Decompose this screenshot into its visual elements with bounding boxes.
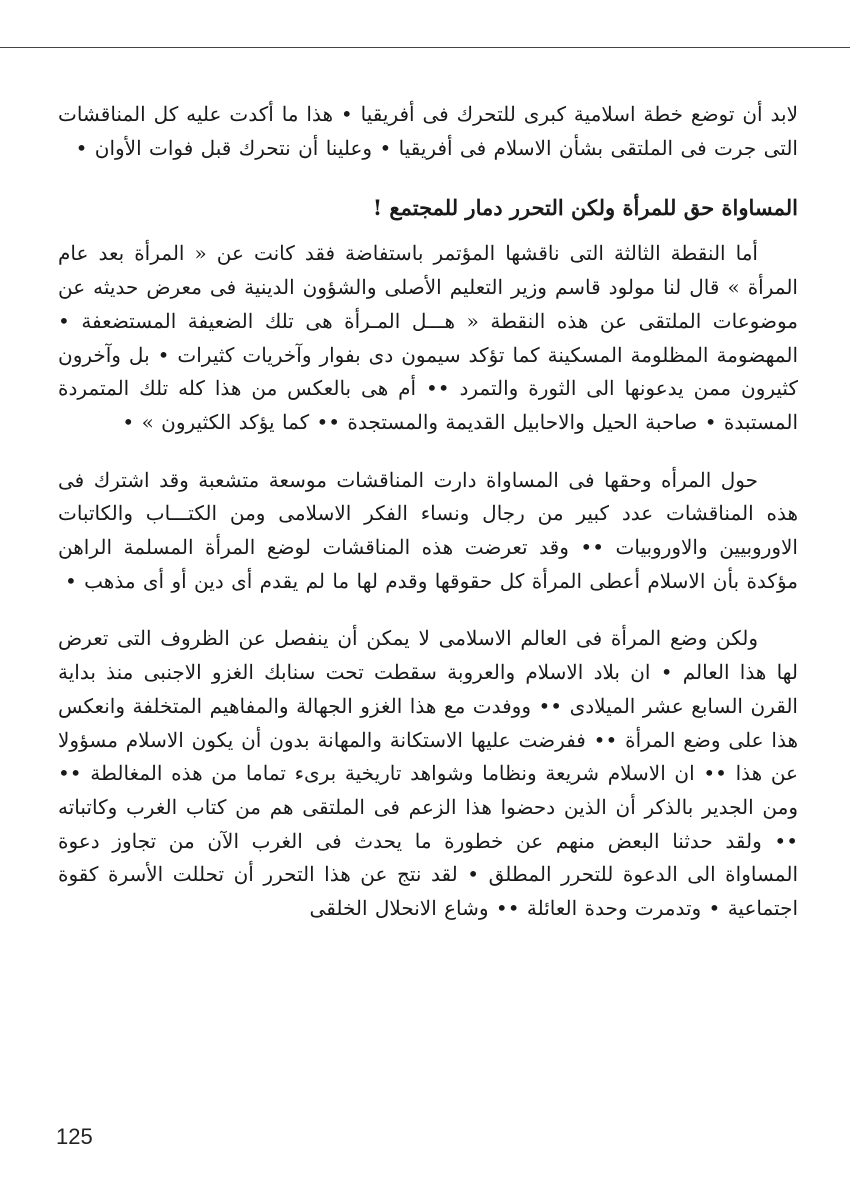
- body-paragraph-2: حول المرأه وحقها فى المساواة دارت المناقشات موسعة متشعبة وقد اشترك فى هذه المناقشات عدد كبير من رجال ونساء الفكر الاسلامى ومن الكتـــاب والكاتبات الاوروبيين والاوروبيات •• وقد تعرضت هذه المناقشات لوضع المرأة المسلمة الراهن مؤكدة بأن الاسلام أعطى المرأة كل حقوقها وقدم لها ما لم يقدم أى دين أو أى مذهب •: [58, 467, 798, 593]
- intro-paragraph: لابد أن توضع خطة اسلامية كبرى للتحرك فى أفريقيا • هذا ما أكدت عليه كل المناقشات التى جرت فى الملتقى بشأن الاسلام فى أفريقيا • وعلينا أن نتحرك قبل فوات الأوان •: [58, 102, 798, 160]
- section-heading: المساواة حق للمرأة ولكن التحرر دمار للمجتمع !: [372, 195, 798, 221]
- body-paragraph-3: ولكن وضع المرأة فى العالم الاسلامى لا يمكن أن ينفصل عن الظروف التى تعرض لها هذا العالم • ان بلاد الاسلام والعروبة سقطت تحت سنابك الغزو الاجنبى منذ بداية القرن السابع عشر الميلادى •• ووفدت مع هذا الغزو الجهالة والمفاهيم المتخلفة وانعكس هذا على وضع المرأة •• ففرضت عليها الاستكانة والمهانة بدون أن يكون الاسلام مسؤولا عن هذا •• ان الاسلام شريعة ونظاما وشواهد تاريخية برىء تماما من هذه المغالطة •• ومن الجدير بالذكر أن الذين دحضوا هذا الزعم فى الملتقى هم من كتاب الغرب وكاتباته •• ولقد حدثنا البعض منهم عن خطورة ما يحدث فى الغرب الآن من تجاوز دعوة المساواة الى الدعوة للتحرر المطلق • لقد نتج عن هذا التحرر أن تحللت الأسرة كقوة اجتماعية • وتدمرت وحدة العائلة •• وشاع الانحلال الخلقى: [58, 626, 798, 921]
- body-paragraph-1: أما النقطة الثالثة التى ناقشها المؤتمر باستفاضة فقد كانت عن « المرأة بعد عام المرأة » قال لنا مولود قاسم وزير التعليم الأصلى والشؤون الدينية فى معرض حديثه عن موضوعات الملتقى عن هذه النقطة « هـــل المـرأة هى تلك الضعيفة المستضعفة • المهضومة المظلومة المسكينة كما تؤكد سيمون دى بفوار وآخريات كثيرات • بل وآخرون كثيرون ممن يدعونها الى الثورة والتمرد •• أم هى بالعكس من هذا كله تلك المتمردة المستبدة • صاحبة الحيل والاحابيل القديمة والمستجدة •• كما يؤكد الكثيرون » •: [58, 241, 798, 434]
- page-number: 125: [56, 1124, 93, 1149]
- page-content: [58, 98, 798, 926]
- top-rule: [0, 47, 850, 48]
